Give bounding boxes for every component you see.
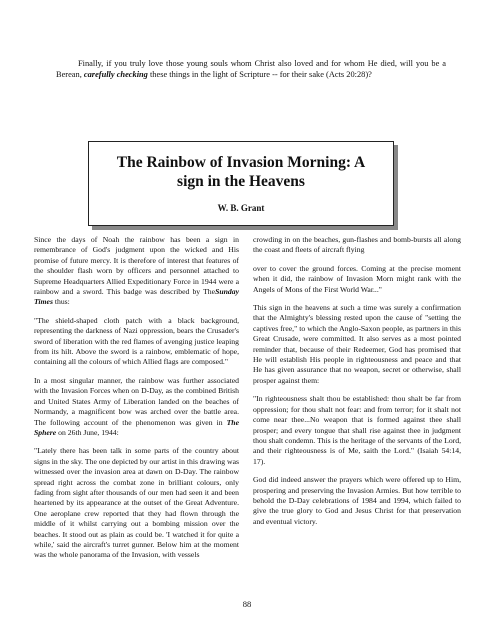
right-column [253, 235, 461, 535]
left-p1-text: Since the days of Noah the rainbow has been a sign in remembrance of God's judgment upon the wicked and His promise of future mercy. It is therefore of interest that features of the shoulder flash worn by officers and personnel attached to Supreme Headquarters Allied Expeditionary Force in 1944 were a rainbow and a sword. This badge was described by The [34, 235, 239, 297]
intro-text-end: these things in the light of Scripture -- for their sake (Acts 20:28)? [147, 70, 372, 80]
right-paragraph-3: This sign in the heavens at such a time was surely a confirmation that the Almighty's blessing rested upon the cause of "setting the captives free," to which the Anglo-Saxon people, as partners in this Great Crusade, were committed. It also serves as a most pointed reminder that, because of their Redeemer, God has promised that He will establish His people in righteousness and peace and that He has given assurance that no weapon, secret or otherwise, shall prosper against them: [253, 303, 461, 385]
right-paragraph-2: over to cover the ground forces. Coming at the precise moment when it did, the rainbow of Invasion Morn might rank with the Angels of Mons of the First World War..." [253, 263, 461, 294]
page-number: 88 [242, 599, 252, 609]
left-paragraph-4: "Lately there has been talk in some parts of the country about signs in the sky. The one depicted by our artist in this drawing was witnessed over the invasion area at dawn on D-Day. The rainbow spread right across the combat zone in brilliant colours, only fading from sight after thousands of our men had seen it and been heartened by its appearance at the outset of the Great Adventure. One aeroplane crew reported that they had flown through the middle of it whilst carrying out a bombing mission over the beaches. It stood out as plain as could be. 'I watched it for quite a while,' said the aircraft's turret gunner. Below him at the moment was the whole panorama of the Invasion, with vessels [34, 446, 239, 560]
article-title-box [88, 141, 394, 226]
right-paragraph-5: God did indeed answer the prayers which were offered up to Him, prospering and preserving the Invasion Armies. But how terrible to behold the D-Day celebrations of 1984 and 1994, which failed to give the true glory to God and Jesus Christ for that preservation and eventual victory. [253, 475, 461, 526]
source-the-sphere: The Sphere [34, 417, 239, 437]
intro-emphasis: carefully checking [83, 70, 148, 80]
left-paragraph-3 [34, 376, 239, 438]
left-p3-end: on 26th June, 1944: [56, 427, 119, 437]
article-author: W. B. Grant [217, 203, 265, 213]
intro-text-start: Finally, if you truly love those young souls whom Christ also loved and for whom He died, will you be a Berean, [56, 59, 446, 80]
right-paragraph-4: "In righteousness shalt thou be established: thou shalt be far from oppression; for thou shalt not fear: and from terror; for it shalt not come near thee...No weapon that is formed against thee shall prosper; and every tongue that shall rise against thee in judgment thou shalt condemn. This is the heritage of the servants of the Lord, and their righteousness is of Me, saith the Lord." (Isaiah 54:14, 17). [253, 394, 461, 466]
left-paragraph-2: "The shield-shaped cloth patch with a black background, representing the darkness of Nazi oppression, bears the Crusader's sword of liberation with the red flames of avenging justice leaping from its hilt. Above the sword is a rainbow, emblematic of hope, containing all the colours of which Allied flags are composed." [34, 315, 239, 367]
article-title: The Rainbow of Invasion Morning: A sign in the Heavens [116, 154, 366, 190]
left-p3-text: In a most singular manner, the rainbow was further associated with the Invasion Forces when on D-Day, as the combined British and United States Army of Liberation landed on the beaches of Normandy, a magnificent bow was arched over the battle area. The following account of the phenomenon was given in [34, 375, 239, 427]
intro-paragraph [56, 58, 446, 80]
source-sunday-times: Sunday Times [34, 287, 239, 307]
left-column [34, 235, 239, 569]
right-paragraph-1: crowding in on the beaches, gun-flashes and bomb-bursts all along the coast and fleets of aircraft flying [253, 235, 461, 255]
left-paragraph-1 [34, 235, 239, 308]
left-p1-end: thus: [52, 297, 70, 307]
